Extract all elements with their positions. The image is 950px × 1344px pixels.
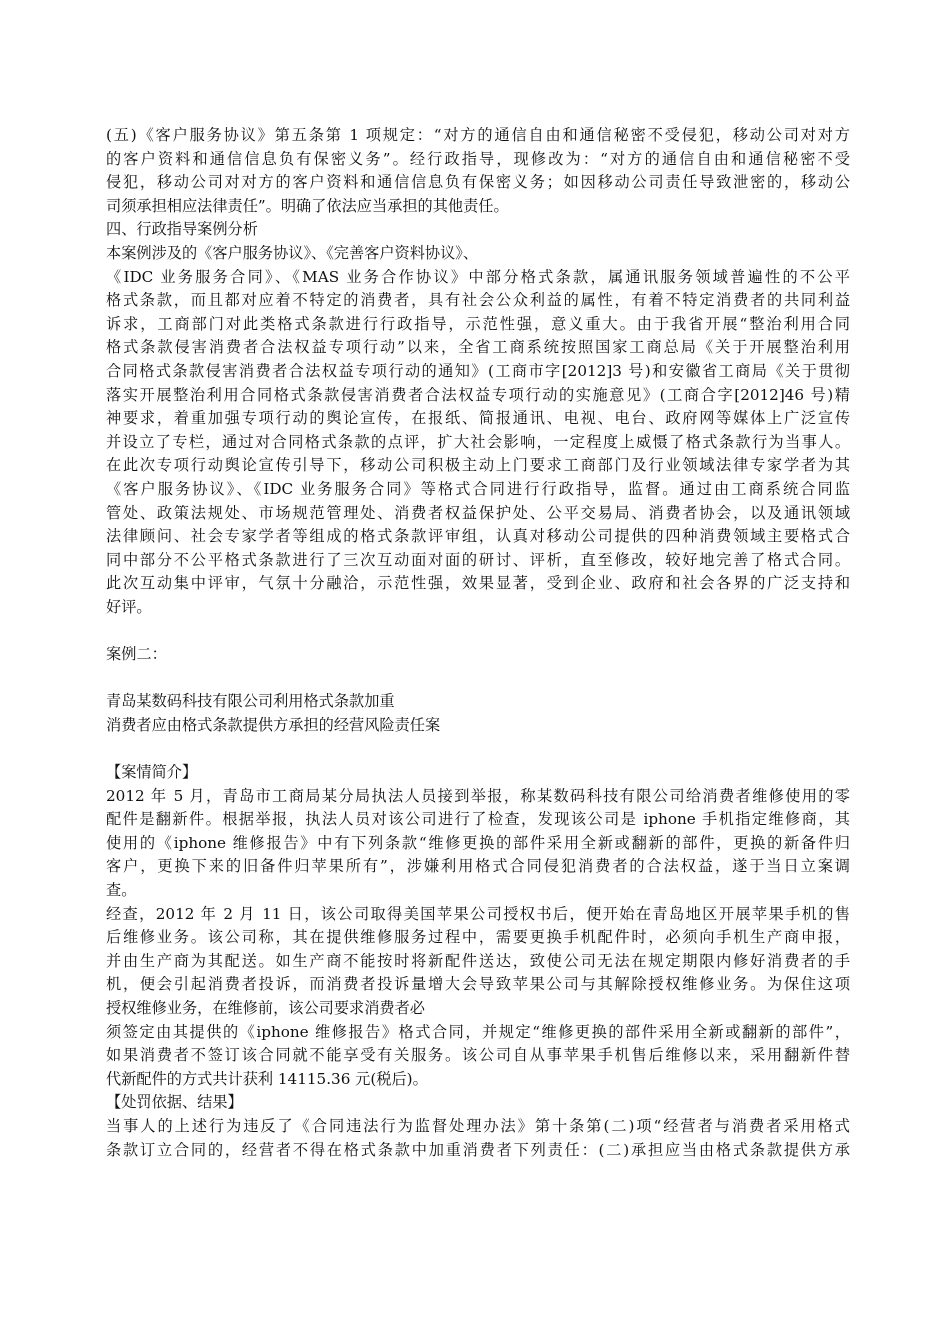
text-line: 《IDC 业务服务合同》、《MAS 业务合作协议》中部分格式条款，属通讯服务领域普遍性的不公平 [106, 267, 850, 286]
text-line: 如果消费者不签订该合同就不能享受有关服务。该公司自从事苹果手机售后维修以来，采用翻新件替 [106, 1046, 850, 1065]
text-line: (五)《客户服务协议》第五条第 1 项规定：“对方的通信自由和通信秘密不受侵犯，移动公司对对方 [106, 126, 850, 144]
text-line: 的客户资料和通信信息负有保密义务”。经行政指导，现修改为：“对方的通信自由和通信秘密不受 [106, 149, 850, 168]
text-line: 后维修业务。该公司称，其在提供维修服务过程中，需要更换手机配件时，必须向手机生产商申报， [106, 928, 850, 947]
text-line: 并由生产商为其配送。如生产商不能按时将新配件送达，致使公司无法在规定期限内修好消费者的手 [106, 951, 850, 970]
text-line: 代新配件的方式共计获利 14115.36 元(税后)。 [106, 1069, 428, 1088]
text-line: 法律顾问、社会专家学者等组成的格式条款评审组，认真对移动公司提供的四种消费领域主要格式合 [106, 527, 850, 546]
text-line: 须签定由其提供的《iphone 维修报告》格式合同，并规定“维修更换的部件采用全新或翻新的部件”， [106, 1022, 850, 1041]
document-page [106, 124, 850, 1162]
text-line: 侵犯，移动公司对对方的客户资料和通信信息负有保密义务；如因移动公司责任导致泄密的，移动公 [106, 173, 850, 192]
text-line: 经查，2012 年 2 月 11 日，该公司取得美国苹果公司授权书后，便开始在青岛地区开展苹果手机的售 [106, 904, 850, 923]
text-line: 《客户服务协议》、《IDC 业务服务合同》等格式合同进行行政指导，监督。通过由工商系统合同监 [106, 479, 850, 498]
text-line: 青岛某数码科技有限公司利用格式条款加重 [106, 692, 395, 711]
text-line: 此次互动集中评审，气氛十分融洽，示范性强，效果显著，受到企业、政府和社会各界的广泛支持和 [106, 574, 850, 593]
text-line: 授权维修业务，在维修前，该公司要求消费者必 [106, 998, 425, 1017]
text-line: 当事人的上述行为违反了《合同违法行为监督处理办法》第十条第(二)项“经营者与消费者采用格式 [106, 1116, 850, 1135]
case-2-label: 案例二： [106, 645, 167, 664]
text-line: 格式条款，而且都对应着不特定的消费者，具有社会公众利益的属性，有着不特定消费者的共同利益 [106, 291, 850, 310]
analysis-paragraph [106, 242, 850, 620]
text-line: 管处、政策法规处、市场规范管理处、消费者权益保护处、公平交易局、消费者协会，以及通讯领域 [106, 503, 850, 522]
text-line: 使用的《iphone 维修报告》中有下列条款“维修更换的部件采用全新或翻新的部件，更换的新备件归 [106, 833, 850, 852]
text-line: 查。 [106, 881, 137, 899]
section-heading-4: 四、行政指导案例分析 [106, 220, 258, 239]
penalty-heading: 【处罚依据、结果】 [106, 1093, 243, 1112]
text-line: 配件是翻新件。根据举报，执法人员对该公司进行了检查，发现该公司是 iphone 手机指定维修商，其 [106, 810, 850, 829]
text-line: 2012 年 5 月，青岛市工商局某分局执法人员接到举报，称某数码科技有限公司给消费者维修使用的零 [106, 786, 850, 805]
text-line: 并设立了专栏，通过对合同格式条款的点评，扩大社会影响，一定程度上威慑了格式条款行为当事人。 [106, 432, 850, 451]
text-line: 本案例涉及的《客户服务协议》、《完善客户资料协议》、 [106, 243, 479, 262]
text-line: 神要求，着重加强专项行动的舆论宣传，在报纸、简报通讯、电视、电台、政府网等媒体上广泛宣传 [106, 409, 850, 428]
text-line: 好评。 [106, 597, 152, 616]
text-line: 诉求，工商部门对此类格式条款进行行政指导，示范性强，意义重大。由于我省开展“整治利用合同 [106, 314, 850, 333]
text-line: 司须承担相应法律责任”。明确了依法应当承担的其他责任。 [106, 196, 509, 215]
text-line: 客户，更换下来的旧备件归苹果所有”，涉嫌利用格式合同侵犯消费者的合法权益，遂于当日立案调 [106, 857, 850, 876]
text-line: 机，便会引起消费者投诉，而消费者投诉量增大会导致苹果公司与其解除授权维修业务。为保住这项 [106, 975, 850, 994]
text-line: 合同格式条款侵害消费者合法权益专项行动的通知》(工商市字[2012]3 号)和安徽省工商局《关于贯彻 [106, 361, 850, 380]
text-line: 在此次专项行动舆论宣传引导下，移动公司积极主动上门要求工商部门及行业领域法律专家学者为其 [106, 456, 850, 475]
section-5-paragraph [106, 124, 850, 218]
penalty-paragraph [106, 1115, 850, 1162]
text-line: 落实开展整治利用合同格式条款侵害消费者合法权益专项行动的实施意见》(工商合字[2012]46 号)精 [106, 385, 850, 404]
intro-paragraph [106, 785, 850, 903]
text-line: 同中部分不公平格式条款进行了三次互动面对面的研讨、评析，直至修改，较好地完善了格式合同。 [106, 550, 850, 569]
text-line: 格式条款侵害消费者合法权益专项行动”以来，全省工商系统按照国家工商总局《关于开展整治利用 [106, 338, 850, 357]
intro-heading: 【案情简介】 [106, 763, 198, 782]
text-line: 条款订立合同的，经营者不得在格式条款中加重消费者下列责任：(二)承担应当由格式条款提供方承 [106, 1140, 850, 1159]
case-2-title [106, 690, 850, 737]
findings-paragraph [106, 903, 850, 1092]
text-line: 消费者应由格式条款提供方承担的经营风险责任案 [106, 715, 441, 734]
